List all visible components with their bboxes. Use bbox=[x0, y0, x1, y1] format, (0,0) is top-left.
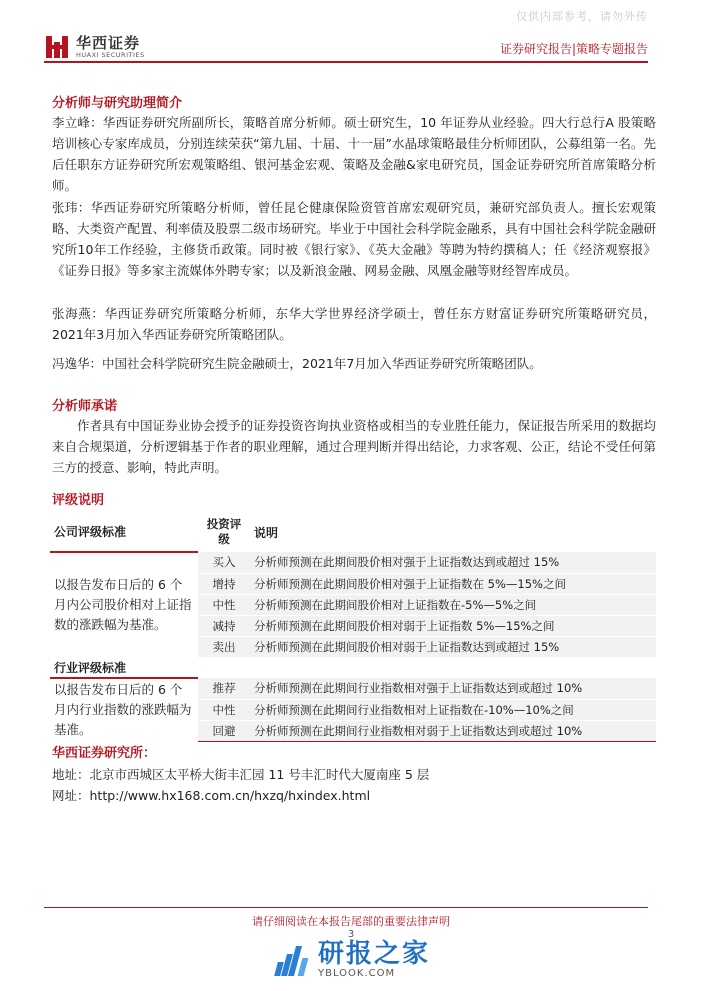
rating-level: 卖出 bbox=[198, 636, 250, 657]
analyst-bio-1: 李立峰：华西证券研究所副所长，策略首席分析师。硕士研究生，10 年证券从业经验。四大行总行A 股策略培训核心专家库成员，分别连续荣获“第九届、十届、十一届”水晶球策略最佳分析师团队，公募组第一名。先后任职东方证券研究所宏观策略组、银河基金宏观、策略及金融&家电研究员，国金证券研究所首席策略分析师。 bbox=[52, 115, 656, 193]
rating-level: 回避 bbox=[198, 720, 250, 741]
yblook-logo-icon bbox=[272, 940, 312, 980]
rating-desc: 分析师预测在此期间行业指数相对弱于上证指数达到或超过 10% bbox=[250, 720, 656, 741]
huaxi-logo bbox=[44, 34, 145, 60]
analyst-bio-3: 张海燕：华西证券研究所策略分析师，东华大学世界经济学硕士，曾任东方财富证券研究所策略研究员，2021年3月加入华西证券研究所策略团队。 bbox=[52, 306, 656, 342]
yblook-name-en: YBLOOK.COM bbox=[318, 968, 396, 979]
logo-name-en: HUAXI SECURITIES bbox=[76, 51, 145, 59]
rating-desc: 分析师预测在此期间股价相对强于上证指数在 5%—15%之间 bbox=[250, 573, 656, 594]
rating-level: 增持 bbox=[198, 573, 250, 594]
rating-desc: 分析师预测在此期间股价相对弱于上证指数 5%—15%之间 bbox=[250, 615, 656, 636]
rating-desc: 分析师预测在此期间股价相对强于上证指数达到或超过 15% bbox=[250, 552, 656, 573]
rating-level: 买入 bbox=[198, 552, 250, 573]
company-rating-basis: 以报告发布日后的 6 个月内公司股价相对上证指数的涨跌幅为基准。 bbox=[54, 577, 192, 632]
report-type-label: 证券研究报告|策略专题报告 bbox=[499, 42, 648, 56]
rating-level: 中性 bbox=[198, 594, 250, 615]
institute-website[interactable]: 网址：http://www.hx168.com.cn/hxzq/hxindex.html bbox=[52, 788, 371, 803]
commitment-text: 作者具有中国证券业协会授予的证券投资咨询执业资格或相当的专业胜任能力，保证报告所采用的数据均来自合规渠道，分析逻辑基于作者的职业理解，通过合理判断并得出结论，力求客观、公正，结论不受任何第三方的授意、影响，特此声明。 bbox=[52, 418, 656, 475]
rating-desc: 分析师预测在此期间股价相对上证指数在-5%—5%之间 bbox=[250, 594, 656, 615]
analyst-bio-2: 张玮：华西证券研究所策略分析师，曾任昆仑健康保险资管首席宏观研究员，兼研究部负责人。擅长宏观策略、大类资产配置、利率债及股票二级市场研究。毕业于中国社会科学院金融系，具有中国社会科学院金融研究所10年工作经验，主修货币政策。同时被《银行家》、《英大金融》等聘为特约撰稿人；任《经济观察报》《证券日报》等多家主流媒体外聘专家；以及新浪金融、网易金融、凤凰金融等财经智库成员。 bbox=[52, 200, 656, 278]
institute-address: 地址：北京市西城区太平桥大街丰汇园 11 号丰汇时代大厦南座 5 层 bbox=[52, 767, 430, 782]
rating-desc: 分析师预测在此期间行业指数相对强于上证指数达到或超过 10% bbox=[250, 678, 656, 699]
rating-level: 中性 bbox=[198, 699, 250, 720]
rating-desc: 分析师预测在此期间股价相对弱于上证指数达到或超过 15% bbox=[250, 636, 656, 657]
page-number: 3 bbox=[347, 929, 355, 940]
company-rating-header: 公司评级标准 bbox=[50, 512, 198, 552]
industry-rating-basis: 以报告发布日后的 6 个月内行业指数的涨跌幅为基准。 bbox=[54, 682, 192, 737]
rating-level: 减持 bbox=[198, 615, 250, 636]
header-divider bbox=[44, 61, 648, 63]
footer-divider bbox=[44, 907, 648, 908]
footer-legal-notice: 请仔细阅读在本报告尾部的重要法律声明 bbox=[252, 915, 450, 928]
analyst-bio-4: 冯逸华：中国社会科学院研究生院金融硕士，2021年7月加入华西证券研究所策略团队。 bbox=[52, 356, 542, 371]
rating-level: 推荐 bbox=[198, 678, 250, 699]
analysts-section-title: 分析师与研究助理简介 bbox=[52, 96, 183, 111]
yblook-name-cn: 研报之家 bbox=[318, 939, 431, 969]
confidential-watermark: 仅供内部参考，请勿外传 bbox=[516, 10, 648, 23]
yblook-watermark bbox=[272, 940, 430, 980]
ratings-section-title: 评级说明 bbox=[52, 493, 105, 508]
desc-header: 说明 bbox=[254, 525, 279, 540]
level-header: 投资评级 bbox=[206, 517, 242, 546]
commitment-section-title: 分析师承诺 bbox=[52, 399, 118, 414]
rating-desc: 分析师预测在此期间行业指数相对上证指数在-10%—10%之间 bbox=[250, 699, 656, 720]
institute-title: 华西证券研究所： bbox=[52, 746, 157, 761]
logo-name-cn: 华西证券 bbox=[76, 34, 141, 52]
rating-table bbox=[50, 512, 656, 742]
industry-rating-header: 行业评级标准 bbox=[50, 657, 198, 678]
huaxi-logo-icon bbox=[44, 34, 70, 60]
